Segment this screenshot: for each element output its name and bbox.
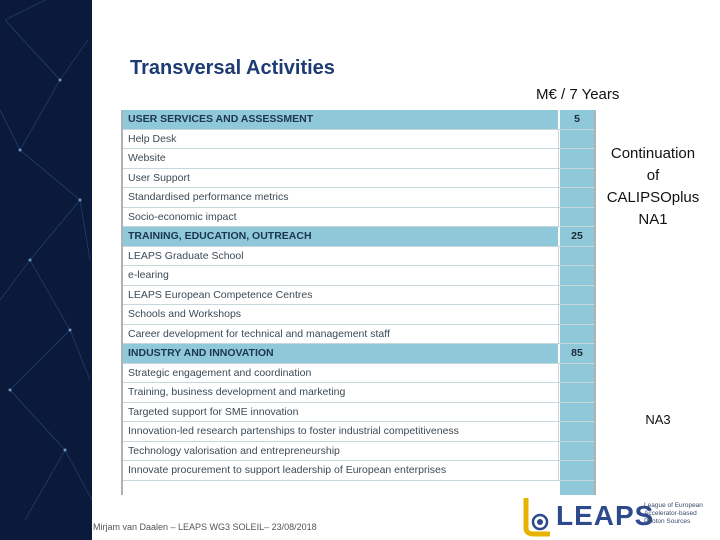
table-row <box>123 149 594 169</box>
row-name-cell: TRAINING, EDUCATION, OUTREACH <box>123 227 559 246</box>
table-rows <box>123 110 594 481</box>
note-continuation-na1 <box>598 143 708 231</box>
leaps-logo-subtitle <box>644 502 720 526</box>
row-value-cell <box>559 208 594 227</box>
row-name-cell: Website <box>123 149 559 168</box>
row-value-cell <box>559 130 594 149</box>
note-1-line: Continuation <box>610 145 696 162</box>
table-row <box>123 305 594 325</box>
row-value-cell <box>559 169 594 188</box>
row-value-cell <box>559 188 594 207</box>
table-row <box>123 403 594 423</box>
logo-subtitle-line: Accelerator-based <box>644 510 697 517</box>
row-name-cell: LEAPS Graduate School <box>123 247 559 266</box>
note-1-line: NA1 <box>638 211 668 228</box>
row-value-cell <box>559 286 594 305</box>
table-row <box>123 442 594 462</box>
leaps-logo-word: LEAPS <box>556 500 655 531</box>
row-value-cell <box>559 325 594 344</box>
row-value-cell <box>559 461 594 480</box>
row-value-cell <box>559 422 594 441</box>
row-value-cell: 5 <box>559 110 594 129</box>
note-1-line: CALIPSOplus <box>606 189 700 206</box>
row-name-cell: Help Desk <box>123 130 559 149</box>
row-name-cell: Training, business development and marketing <box>123 383 559 402</box>
slide-title: Transversal Activities <box>130 57 335 79</box>
row-name-cell: Standardised performance metrics <box>123 188 559 207</box>
row-name-cell: Strategic engagement and coordination <box>123 364 559 383</box>
table-row <box>123 286 594 306</box>
row-value-cell <box>559 266 594 285</box>
row-name-cell: INDUSTRY AND INNOVATION <box>123 344 559 363</box>
activity-table <box>121 110 596 495</box>
table-row <box>123 130 594 150</box>
row-value-cell: 85 <box>559 344 594 363</box>
row-name-cell: e-learing <box>123 266 559 285</box>
row-name-cell: Targeted support for SME innovation <box>123 403 559 422</box>
row-value-cell <box>559 149 594 168</box>
table-section-header <box>123 110 594 130</box>
table-section-header <box>123 344 594 364</box>
table-row <box>123 461 594 481</box>
table-row <box>123 188 594 208</box>
unit-label: M€ / 7 Years <box>536 86 620 103</box>
row-value-cell <box>559 403 594 422</box>
row-name-cell: Career development for technical and management staff <box>123 325 559 344</box>
row-value-cell <box>559 383 594 402</box>
note-1-line: of <box>646 167 660 184</box>
row-name-cell: User Support <box>123 169 559 188</box>
row-name-cell: Socio-economic impact <box>123 208 559 227</box>
row-name-cell: Innovation-led research partenships to foster industrial competitiveness <box>123 422 559 441</box>
table-row <box>123 383 594 403</box>
row-name-cell: Technology valorisation and entrepreneurship <box>123 442 559 461</box>
leaps-logo <box>520 494 720 538</box>
note-na3: NA3 <box>645 412 671 427</box>
leaps-logo-mark-icon <box>520 494 554 538</box>
table-section-header <box>123 227 594 247</box>
row-name-cell: Innovate procurement to support leadership of European enterprises <box>123 461 559 480</box>
logo-subtitle-line: League of European <box>644 502 703 509</box>
network-graphic <box>0 0 92 540</box>
row-value-cell <box>559 247 594 266</box>
footer-text: Mirjam van Daalen – LEAPS WG3 SOLEIL– 23/08/2018 <box>93 522 317 532</box>
table-row <box>123 169 594 189</box>
row-value-cell <box>559 364 594 383</box>
logo-subtitle-line: Photon Sources <box>644 518 691 525</box>
table-bottom-spacer <box>123 481 594 495</box>
table-row <box>123 325 594 345</box>
table-row <box>123 208 594 228</box>
table-row <box>123 422 594 442</box>
row-value-cell <box>559 442 594 461</box>
row-name-cell: USER SERVICES AND ASSESSMENT <box>123 110 559 129</box>
table-row <box>123 364 594 384</box>
row-name-cell: Schools and Workshops <box>123 305 559 324</box>
row-value-cell <box>559 305 594 324</box>
table-row <box>123 266 594 286</box>
row-name-cell: LEAPS European Competence Centres <box>123 286 559 305</box>
row-value-cell: 25 <box>559 227 594 246</box>
decorative-network-band <box>0 0 92 540</box>
table-row <box>123 247 594 267</box>
